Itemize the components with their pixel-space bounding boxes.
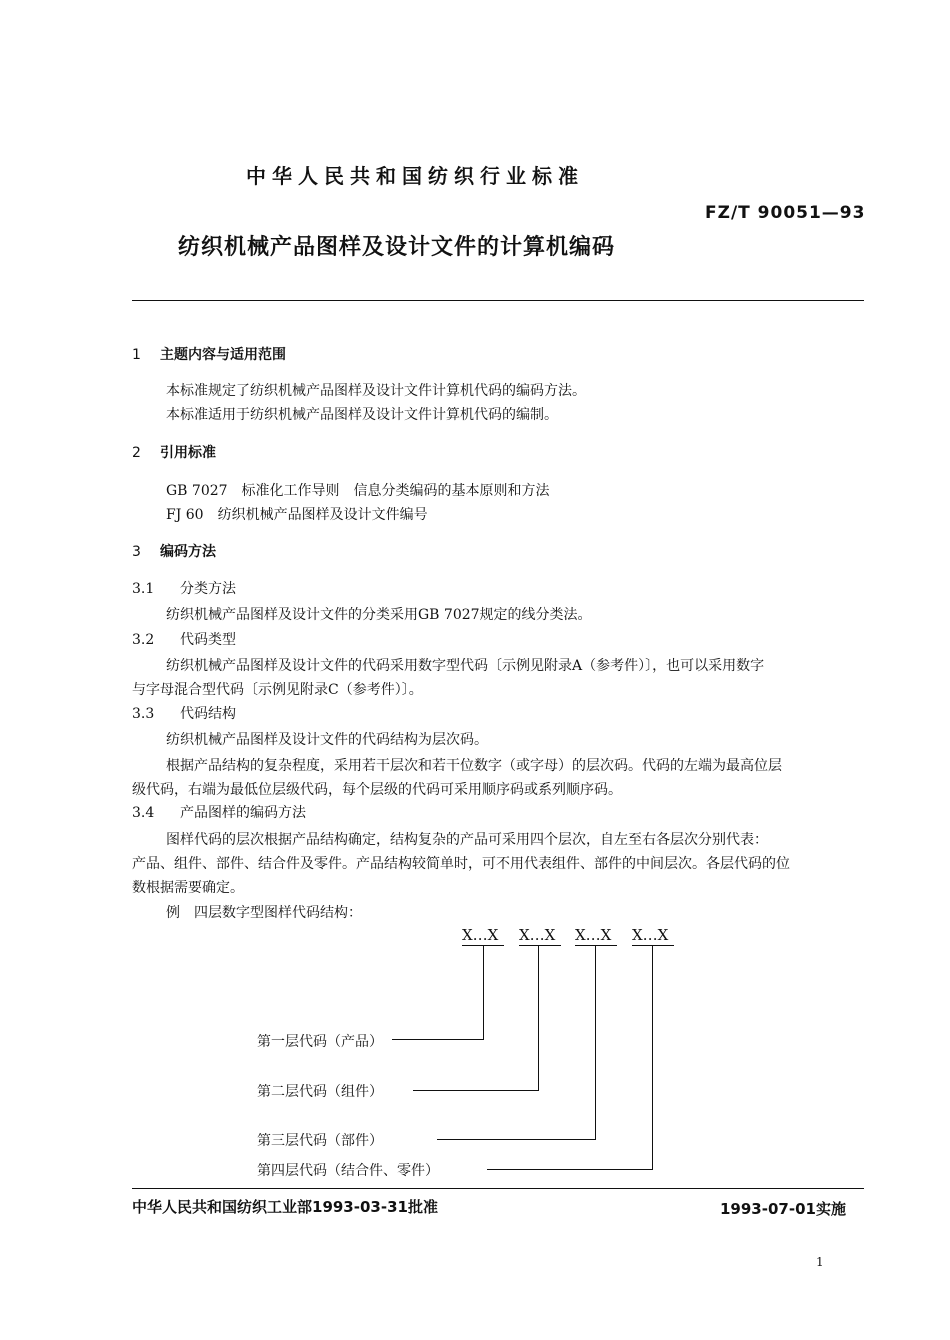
code-segment-3: X…X — [575, 926, 612, 944]
connector-vertical — [483, 945, 484, 1039]
paragraph: 纺织机械产品图样及设计文件的代码结构为层次码。 — [166, 732, 488, 748]
level-2-label: 第二层代码（组件） — [257, 1084, 383, 1100]
subsection-title: 产品图样的编码方法 — [180, 805, 306, 821]
subsection-3-1-heading — [132, 578, 236, 598]
subsection-number: 3.4 — [132, 805, 155, 821]
level-4-label: 第四层代码（结合件、零件） — [257, 1163, 439, 1179]
connector-horizontal — [487, 1169, 653, 1170]
connector-vertical — [538, 945, 539, 1090]
section-title: 引用标准 — [160, 445, 216, 461]
subsection-3-2-heading — [132, 629, 236, 649]
subsection-title: 代码结构 — [180, 706, 236, 722]
effective-date: 1993-07-01实施 — [720, 1200, 846, 1218]
page-number: 1 — [816, 1255, 824, 1269]
bottom-rule — [132, 1188, 864, 1189]
connector-horizontal — [413, 1090, 539, 1091]
connector-vertical — [652, 945, 653, 1169]
standard-code: FZ/T 90051—93 — [705, 203, 866, 223]
connector-vertical — [595, 945, 596, 1139]
paragraph: 图样代码的层次根据产品结构确定，结构复杂的产品可采用四个层次，自左至右各层次分别代表： — [166, 832, 768, 848]
section-1-heading — [132, 344, 286, 364]
connector-horizontal — [437, 1139, 596, 1140]
section-2-heading — [132, 442, 216, 462]
section-number: 2 — [132, 445, 141, 461]
code-segment-1: X…X — [462, 926, 499, 944]
connector-horizontal — [392, 1039, 484, 1040]
subsection-number: 3.3 — [132, 706, 155, 722]
paragraph: 本标准适用于纺织机械产品图样及设计文件计算机代码的编制。 — [166, 407, 558, 423]
example-caption: 例 四层数字型图样代码结构： — [166, 905, 362, 921]
subsection-3-3-heading — [132, 703, 236, 723]
org-title: 中华人民共和国纺织行业标准 — [246, 164, 584, 188]
paragraph: 纺织机械产品图样及设计文件的代码采用数字型代码〔示例见附录A（参考件）〕，也可以采用数字 — [166, 658, 765, 674]
code-segment-4: X…X — [632, 926, 669, 944]
subsection-title: 代码类型 — [180, 632, 236, 648]
paragraph: 与字母混合型代码〔示例见附录C（参考件）〕。 — [132, 682, 423, 698]
approval-text: 中华人民共和国纺织工业部1993-03-31批准 — [132, 1198, 438, 1216]
subsection-number: 3.2 — [132, 632, 155, 648]
section-number: 1 — [132, 347, 141, 363]
paragraph: 产品、组件、部件、结合件及零件。产品结构较简单时，可不用代表组件、部件的中间层次。各层代码的位 — [132, 856, 790, 872]
level-1-label: 第一层代码（产品） — [257, 1034, 383, 1050]
paragraph: 级代码，右端为最低位层级代码，每个层级的代码可采用顺序码或系列顺序码。 — [132, 782, 622, 798]
subsection-3-4-heading — [132, 802, 306, 822]
code-underline — [632, 945, 674, 946]
subsection-title: 分类方法 — [180, 581, 236, 597]
subsection-number: 3.1 — [132, 581, 155, 597]
level-3-label: 第三层代码（部件） — [257, 1133, 383, 1149]
paragraph: 数根据需要确定。 — [132, 880, 244, 896]
paragraph: 纺织机械产品图样及设计文件的分类采用GB 7027规定的线分类法。 — [166, 607, 592, 623]
paragraph: 本标准规定了纺织机械产品图样及设计文件计算机代码的编码方法。 — [166, 383, 586, 399]
reference-item: FJ 60 纺织机械产品图样及设计文件编号 — [166, 507, 428, 523]
code-underline — [519, 945, 561, 946]
section-title: 主题内容与适用范围 — [160, 347, 286, 363]
section-title: 编码方法 — [160, 544, 216, 560]
code-underline — [575, 945, 617, 946]
code-segment-2: X…X — [519, 926, 556, 944]
document-title: 纺织机械产品图样及设计文件的计算机编码 — [178, 235, 616, 260]
reference-item: GB 7027 标准化工作导则 信息分类编码的基本原则和方法 — [166, 483, 550, 499]
paragraph: 根据产品结构的复杂程度，采用若干层次和若干位数字（或字母）的层次码。代码的左端为最高位层 — [166, 758, 782, 774]
section-3-heading — [132, 541, 216, 561]
section-number: 3 — [132, 544, 141, 560]
top-rule — [132, 300, 864, 301]
